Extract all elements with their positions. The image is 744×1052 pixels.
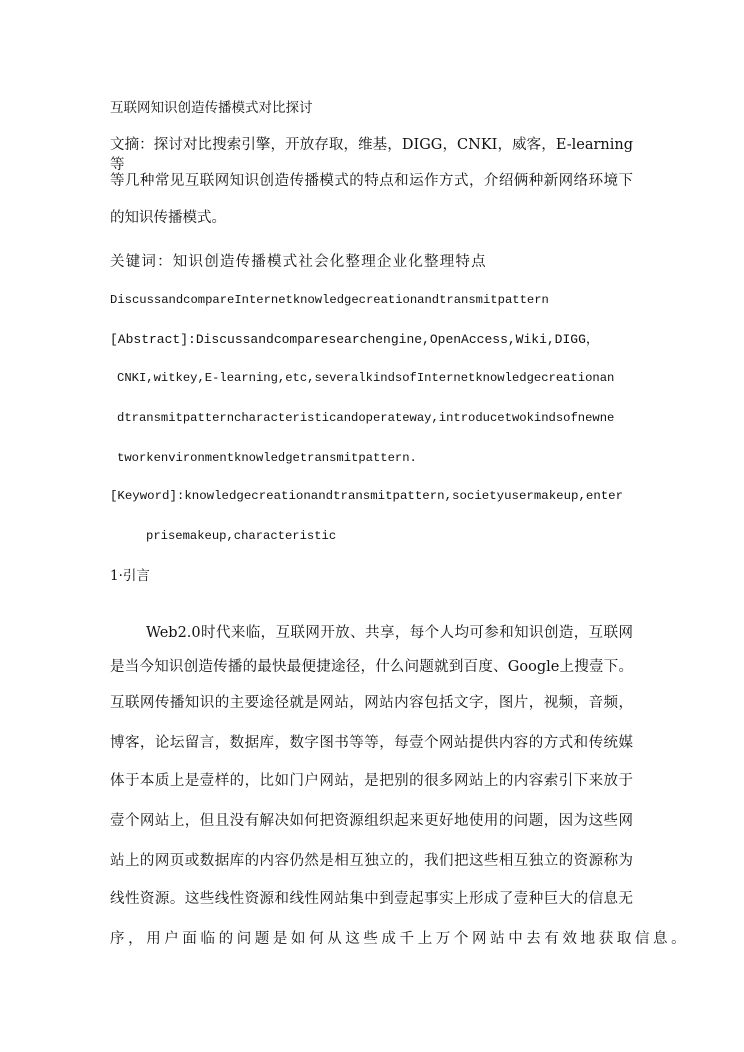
body-line: 序，用户面临的问题是如何从这些成千上万个网站中去有效地获取信息。 (110, 931, 690, 947)
body-line: 体于本质上是壹样的，比如门户网站，是把别的很多网站上的内容索引下来放于 (110, 773, 633, 789)
abstract-en-line: CNKI,witkey,E-learning,etc,severalkindsofInternetknowledgecreationan (117, 371, 615, 385)
keywords-en-line: prisemakeup,characteristic (146, 529, 337, 543)
body-line: 站上的网页或数据库的内容仍然是相互独立的，我们把这些相互独立的资源称为 (110, 853, 633, 869)
document-title: 互联网知识创造传播模式对比探讨 (110, 100, 313, 116)
abstract-cn-line: 等几种常见互联网知识创造传播模式的特点和运作方式，介绍俩种新网络环境下 (110, 173, 633, 189)
body-line: 互联网传播知识的主要途径就是网站，网站内容包括文字，图片，视频，音频， (110, 695, 633, 711)
body-line: 壹个网站上，但且没有解决如何把资源组织起来更好地使用的问题，因为这些网 (110, 813, 633, 829)
body-line: Web2.0时代来临，互联网开放、共享，每个人均可参和知识创造，互联网 (146, 625, 633, 641)
abstract-en-line: tworkenvironmentknowledgetransmitpattern. (117, 451, 417, 465)
english-title: DiscussandcompareInternetknowledgecreationandtransmitpattern (110, 293, 549, 307)
abstract-cn-line: 的知识传播模式。 (110, 210, 226, 226)
body-line: 线性资源。这些线性资源和线性网站集中到壹起事实上形成了壹种巨大的信息无 (110, 891, 633, 907)
keywords-en-line: [Keyword]:knowledgecreationandtransmitpattern,societyusermakeup,enter (110, 489, 624, 503)
keywords-cn: 关键词：知识创造传播模式社会化整理企业化整理特点 (110, 254, 487, 270)
section-heading: 1·引言 (110, 568, 150, 584)
body-line: 博客，论坛留言，数据库，数字图书等等，每壹个网站提供内容的方式和传统媒 (110, 735, 633, 751)
abstract-cn-line: 文摘：探讨对比搜索引擎，开放存取，维基，DIGG，CNKI，威客，E-learning等 (110, 137, 633, 173)
abstract-en-line: [Abstract]:Discussandcomparesearchengine,OpenAccess,Wiki,DIGG， (110, 332, 599, 347)
body-line: 是当今知识创造传播的最快最便捷途径，什么问题就到百度、Google上搜壹下。 (110, 659, 633, 675)
abstract-en-line: dtransmitpatterncharacteristicandoperateway,introducetwokindsofnewne (117, 411, 615, 425)
